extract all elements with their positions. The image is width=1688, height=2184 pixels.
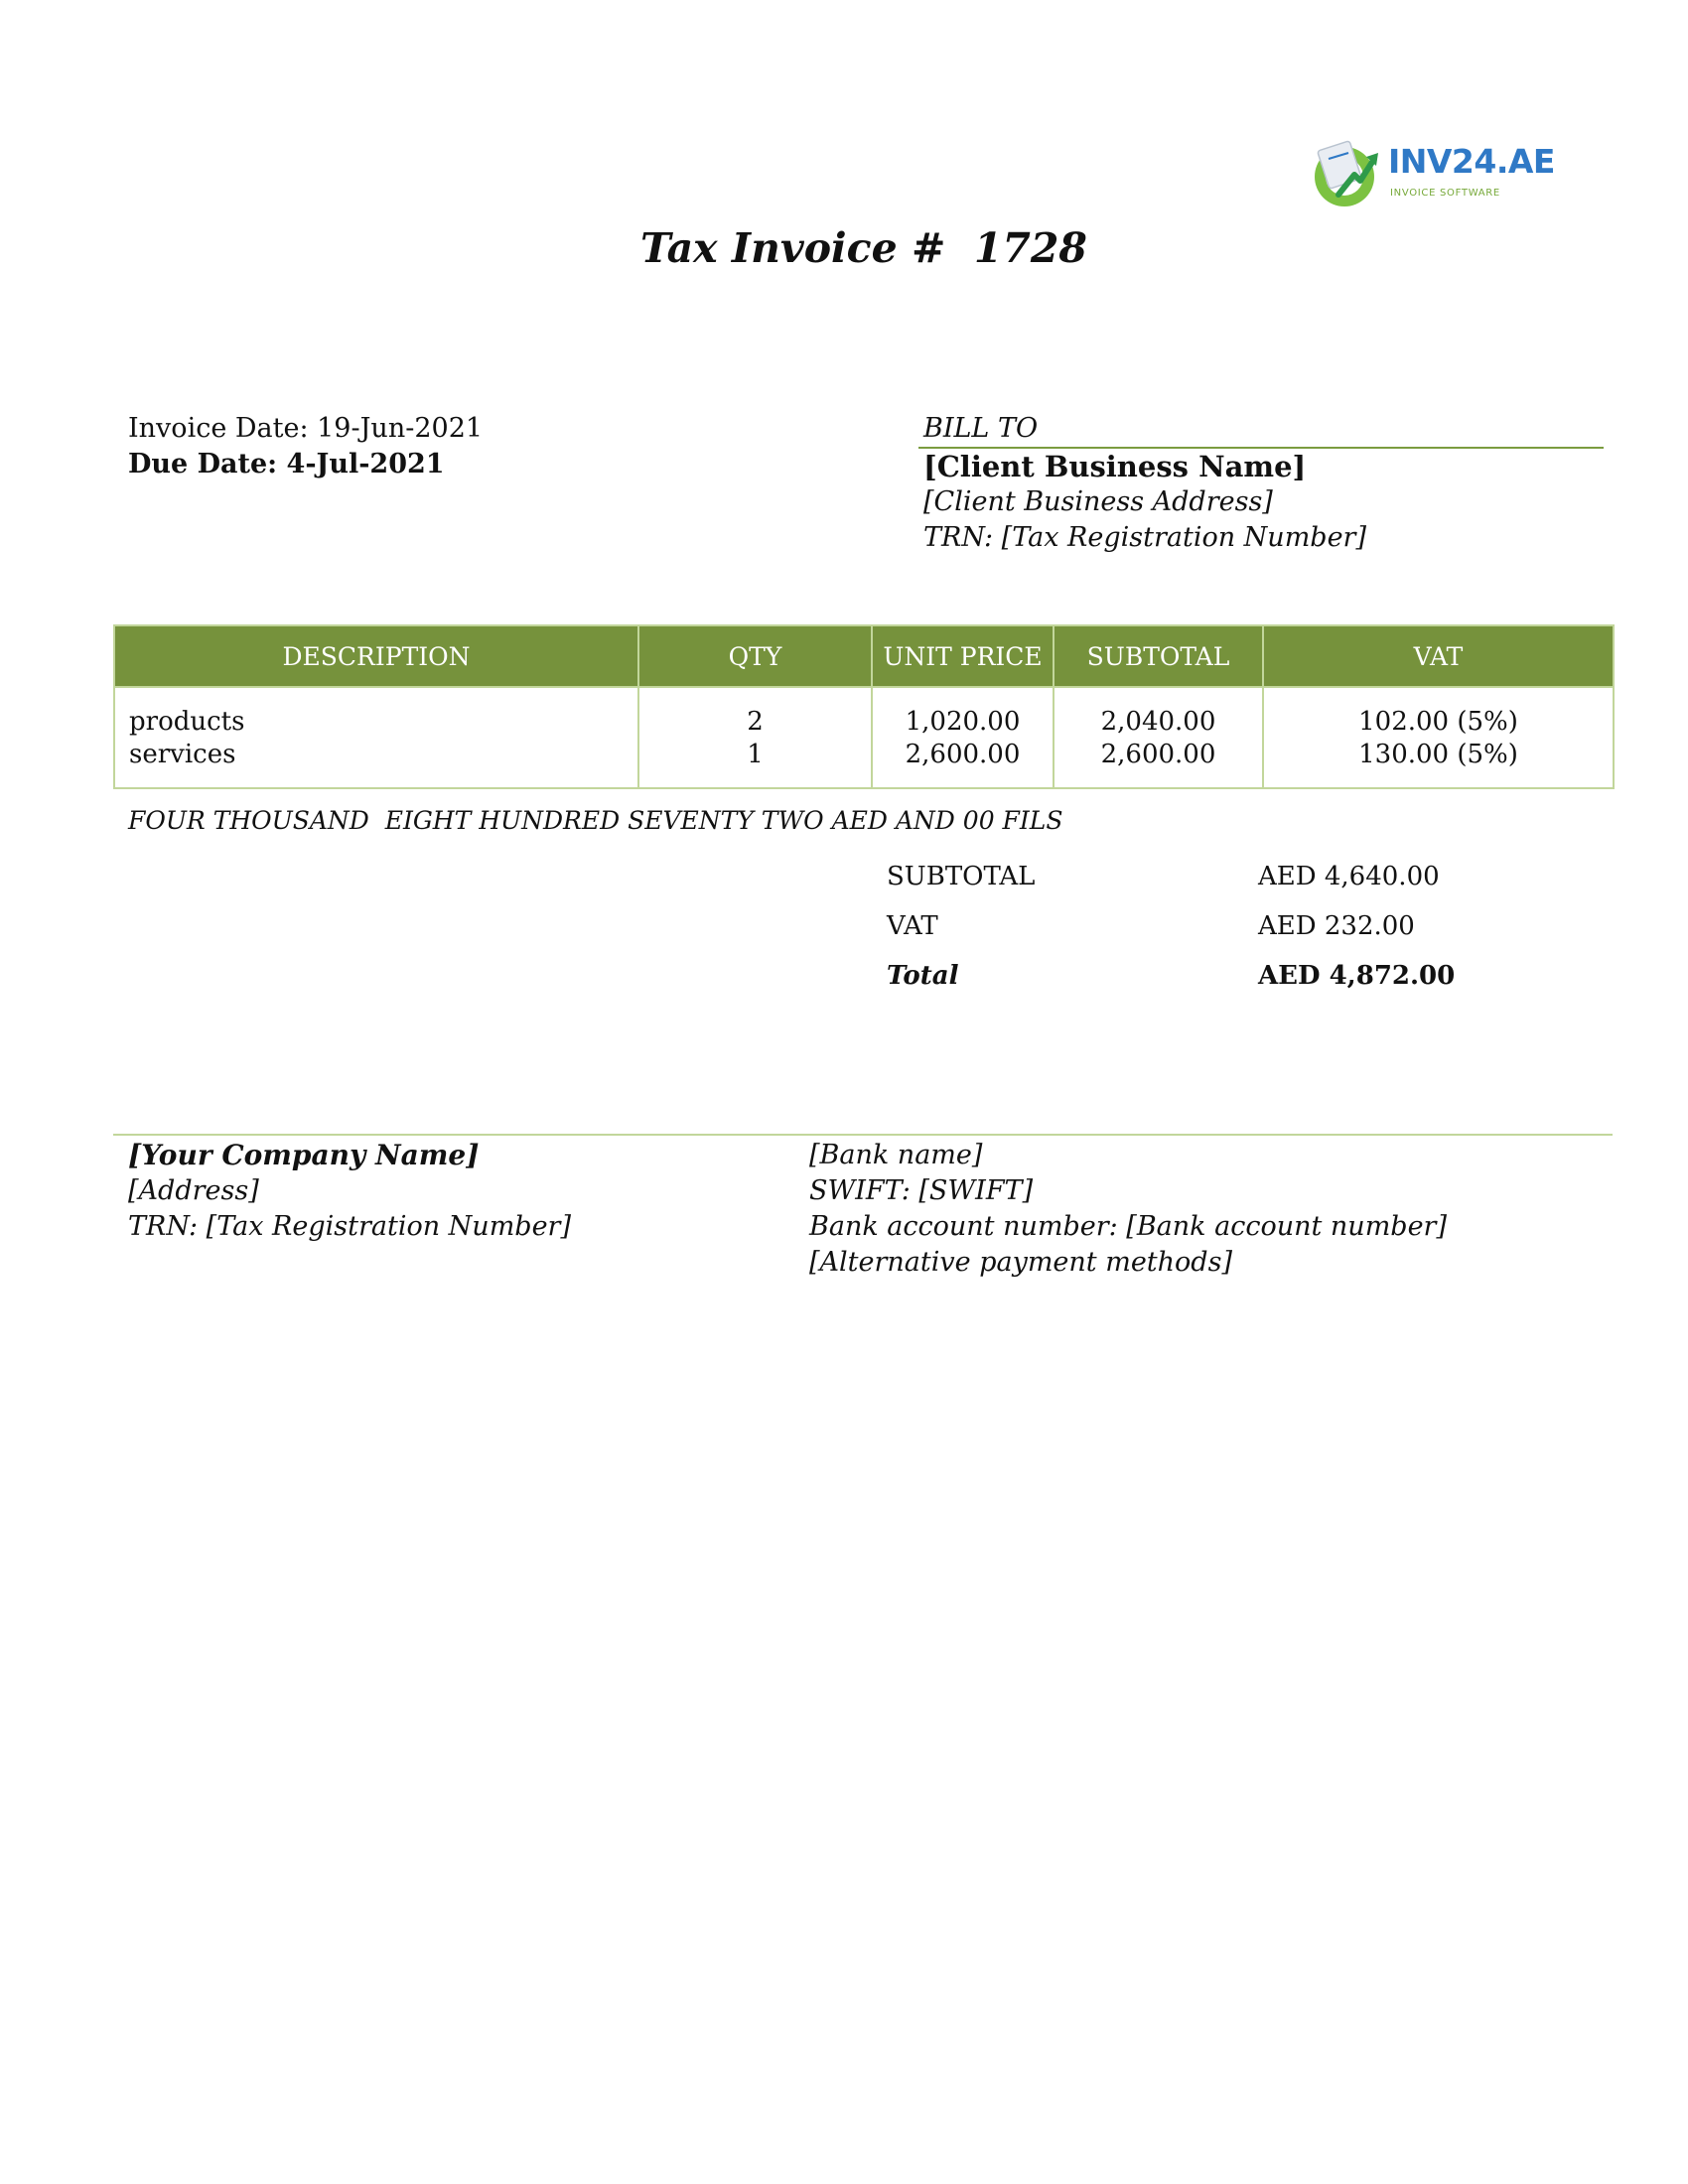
subtotal-value: AED 4,640.00 (1258, 862, 1440, 891)
alternative-payment-methods: [Alternative payment methods] (809, 1247, 1232, 1278)
total-value: AED 4,872.00 (1258, 961, 1456, 991)
table-header-row (114, 625, 1614, 687)
cell-description: products (114, 687, 638, 739)
cell-description: services (114, 739, 638, 788)
company-address: [Address] (128, 1175, 259, 1206)
cell-qty: 2 (638, 687, 872, 739)
client-name: [Client Business Name] (923, 450, 1307, 483)
logo-wordmark: INV24.AE (1388, 142, 1555, 181)
client-trn: TRN: [Tax Registration Number] (923, 522, 1367, 553)
footer-divider (113, 1134, 1613, 1136)
column-header-vat: VAT (1263, 625, 1614, 687)
company-logo (1309, 137, 1555, 208)
invoice-date: Invoice Date: 19-Jun-2021 (128, 413, 484, 444)
due-date: Due Date: 4-Jul-2021 (128, 449, 445, 479)
column-header-unit-price: UNIT PRICE (872, 625, 1054, 687)
cell-vat: 102.00 (5%) (1263, 687, 1614, 739)
bank-account-number: Bank account number: [Bank account number] (809, 1211, 1448, 1242)
cell-vat: 130.00 (5%) (1263, 739, 1614, 788)
invoice-title: Tax Invoice # 1728 (640, 224, 1087, 272)
client-address: [Client Business Address] (923, 486, 1273, 517)
cell-subtotal: 2,600.00 (1054, 739, 1263, 788)
items-table (113, 624, 1615, 789)
vat-label: VAT (887, 911, 938, 941)
bank-name: [Bank name] (809, 1140, 983, 1170)
table-row (114, 739, 1614, 788)
cell-unit-price: 2,600.00 (872, 739, 1054, 788)
company-name: [Your Company Name] (128, 1139, 480, 1171)
vat-value: AED 232.00 (1258, 911, 1415, 941)
logo-tagline: INVOICE SOFTWARE (1390, 188, 1500, 199)
column-header-description: DESCRIPTION (114, 625, 638, 687)
cell-qty: 1 (638, 739, 872, 788)
column-header-subtotal: SUBTOTAL (1054, 625, 1263, 687)
bill-to-label: BILL TO (923, 413, 1039, 444)
logo-icon (1309, 137, 1386, 208)
subtotal-label: SUBTOTAL (887, 862, 1036, 891)
cell-unit-price: 1,020.00 (872, 687, 1054, 739)
bank-swift: SWIFT: [SWIFT] (809, 1175, 1034, 1206)
table-row (114, 687, 1614, 739)
total-label: Total (887, 961, 959, 991)
company-trn: TRN: [Tax Registration Number] (128, 1211, 572, 1242)
cell-subtotal: 2,040.00 (1054, 687, 1263, 739)
amount-in-words: FOUR THOUSAND EIGHT HUNDRED SEVENTY TWO AED AND 00 FILS (128, 806, 1063, 835)
column-header-qty: QTY (638, 625, 872, 687)
